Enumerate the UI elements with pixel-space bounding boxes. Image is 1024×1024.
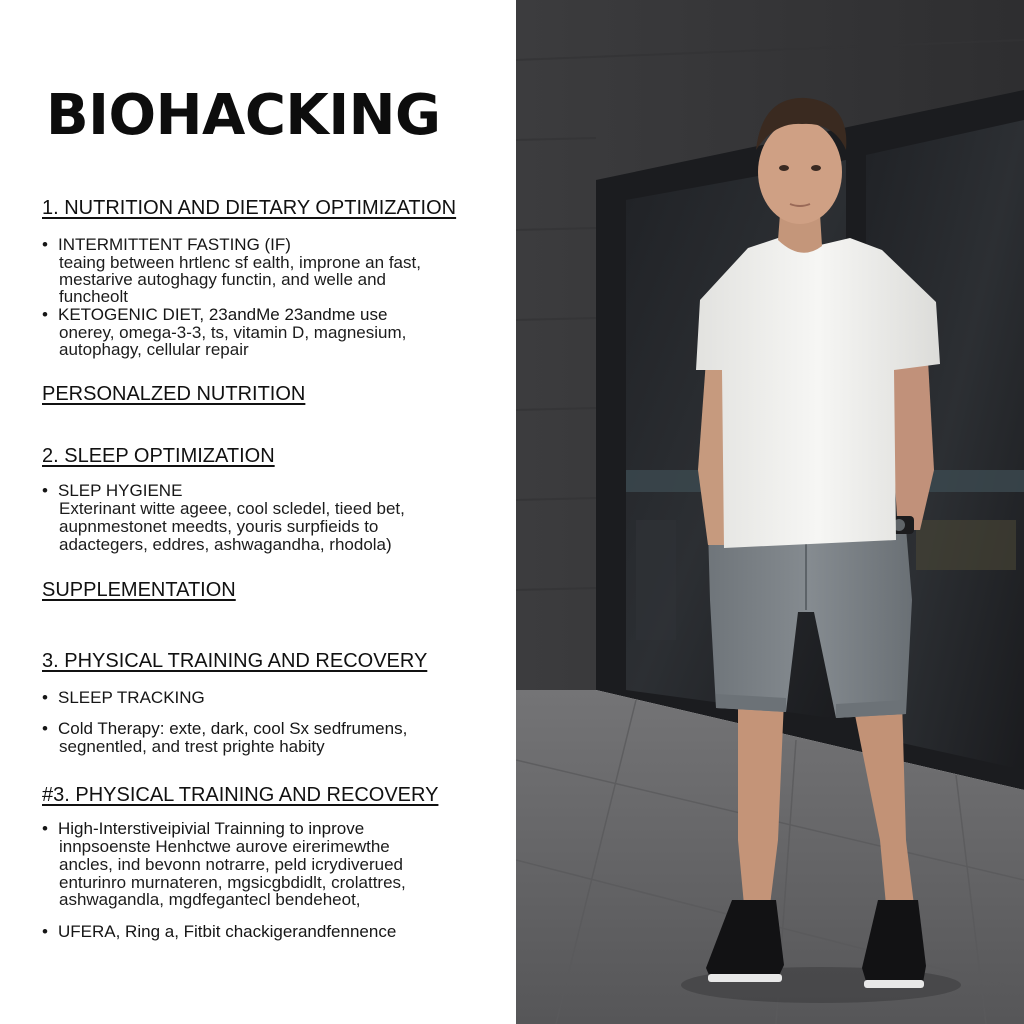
bullet-desc-line: adactegers, eddres, ashwagandha, rhodola) <box>59 535 392 554</box>
bullet-desc-line: teaing between hrtlenc sf ealth, improne an fast, <box>59 253 421 272</box>
bullet-ketogenic-diet: • KETOGENIC DIET, 23andMe 23andme use <box>42 305 388 324</box>
bullet-trackers: • UFERA, Ring a, Fitbit chackigerandfennence <box>42 922 397 941</box>
section-heading-nutrition: 1. NUTRITION AND DIETARY OPTIMIZATION <box>42 197 457 219</box>
bullet-sleep-hygiene: • SLEP HYGIENE <box>42 481 183 500</box>
photo-panel <box>516 0 1024 1024</box>
head <box>758 120 842 224</box>
bullet-label-rest: , 23andMe 23andme use <box>199 305 388 324</box>
bullet-desc-line: funcheolt <box>59 287 128 306</box>
page-title: BIOHACKING <box>46 83 441 148</box>
bullet-cold-therapy: • Cold Therapy: exte, dark, cool Sx sedfrumens, <box>42 719 408 738</box>
bullet-label: UFERA, Ring a, Fitbit chackigerandfennence <box>58 922 397 941</box>
bullet-desc-line: Exterinant witte ageee, cool scledel, tieed bet, <box>59 499 405 518</box>
bullet-label: KETOGENIC DIET <box>58 305 200 324</box>
bullet-desc-line: mestarive autoghagy functin, and welle and <box>59 270 386 289</box>
bullet-desc-line: innpsoenste Henhctwe aurove eirerimewthe <box>59 837 390 856</box>
bullet-desc-line: autophagy, cellular repair <box>59 340 249 359</box>
bullet-desc-line: ashwagandla, mgdfegantecl bendeheot, <box>59 890 361 909</box>
section-heading-physical-training: 3. PHYSICAL TRAINING AND RECOVERY <box>42 650 428 672</box>
section-heading-physical-training-2: #3. PHYSICAL TRAINING AND RECOVERY <box>42 784 439 806</box>
section-heading-supplementation: SUPPLEMENTATION <box>42 579 236 601</box>
bullet-label: SLEEP TRACKING <box>58 688 205 707</box>
bullet-desc-line: segnentled, and trest prighte habity <box>59 737 325 756</box>
bullet-label: High-Interstiveipivial Trainning to inprove <box>58 819 365 838</box>
bullet-intermittent-fasting: • INTERMITTENT FASTING (IF) <box>42 235 291 254</box>
bullet-sleep-tracking: • SLEEP TRACKING <box>42 688 205 707</box>
bullet-hiit: • High-Interstiveipivial Trainning to inprove <box>42 819 365 838</box>
bullet-label-rest: : exte, dark, cool Sx sedfrumens, <box>159 719 408 738</box>
bullet-desc-line: ancles, ind bevonn notrarre, peld icrydiverued <box>59 855 403 874</box>
bullet-label: INTERMITTENT FASTING (IF) <box>58 235 291 254</box>
man-standing-photo <box>516 0 1024 1024</box>
bullet-label: SLEP HYGIENE <box>58 481 183 500</box>
bullet-desc-line: enturinro murnateren, mgsicgbdidlt, crolattres, <box>59 873 406 892</box>
bullet-label: Cold Therapy <box>58 719 160 738</box>
section-heading-personalized-nutrition: PERSONALZED NUTRITION <box>42 383 306 405</box>
bullet-desc-line: onerey, omega-3-3, ts, vitamin D, magnesium, <box>59 323 407 342</box>
bullet-desc-line: aupnmestonet meedts, youris surpfieids to <box>59 517 379 536</box>
section-heading-sleep: 2. SLEEP OPTIMIZATION <box>42 445 275 467</box>
